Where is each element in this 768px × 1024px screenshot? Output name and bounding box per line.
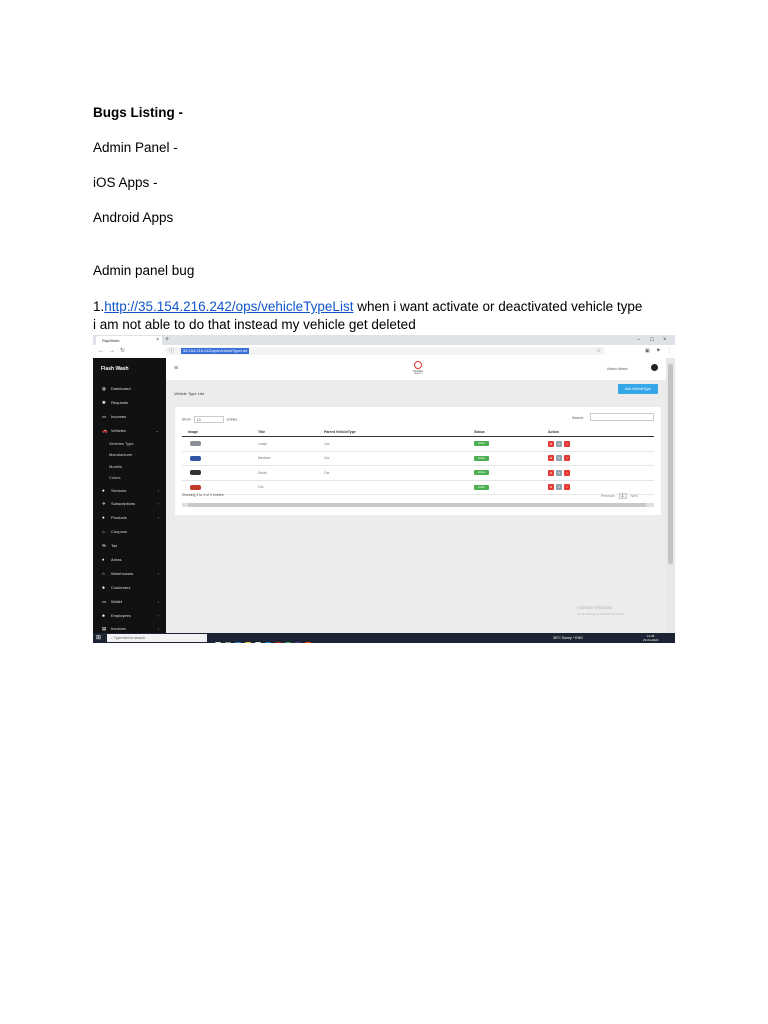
edit-icon[interactable]: ✎ xyxy=(557,456,561,461)
sidebar-item-label: Employees xyxy=(111,612,131,618)
pagination xyxy=(601,493,638,499)
chevron-icon: ⌄ xyxy=(155,427,159,433)
chevron-icon: › xyxy=(157,570,159,576)
sidebar-item-label: Products xyxy=(111,515,127,521)
title-cell: Car xyxy=(258,480,324,495)
sidebar-item-services[interactable] xyxy=(93,484,166,498)
taskbar-apps xyxy=(215,635,315,641)
sidebar-item-wallet[interactable] xyxy=(93,595,166,609)
entries-selector xyxy=(182,416,237,423)
maximize-icon[interactable]: □ xyxy=(650,337,654,343)
main-content xyxy=(166,358,666,633)
dashboard-icon: ◍ xyxy=(102,386,106,391)
url-text: 35.154.216.242/ops/vehicleTypeList xyxy=(183,348,247,353)
sidebar-item-label: Dashboard xyxy=(111,386,131,391)
search-input[interactable] xyxy=(590,413,654,421)
windows-start-icon[interactable]: ⊞ xyxy=(96,635,102,641)
invoice-icon: ▤ xyxy=(102,626,107,632)
sidebar-item-subscriptions[interactable] xyxy=(93,497,166,511)
mail-icon[interactable] xyxy=(265,642,271,643)
vehicle-image xyxy=(190,441,201,446)
coupon-icon: ⌂ xyxy=(102,529,105,535)
system-tray[interactable]: 36°C Sunny ^ ENG xyxy=(553,636,583,640)
image-cell xyxy=(182,437,258,452)
sidebar-item-label: Manufacturer xyxy=(109,452,133,458)
sidebar-item-label: Tax xyxy=(111,543,118,549)
bug-text-line2: i am not able to do that instead my vehicle get deleted xyxy=(93,317,416,332)
url-field[interactable] xyxy=(165,347,605,355)
title-cell: Medium xyxy=(258,451,324,466)
avatar[interactable] xyxy=(651,364,658,371)
table-horizontal-scrollbar[interactable] xyxy=(182,503,654,507)
sidebar-item-employees[interactable] xyxy=(93,609,166,623)
sidebar-item-vehicles[interactable] xyxy=(93,424,166,438)
task-view-icon[interactable] xyxy=(215,642,221,643)
taskbar-search-input[interactable] xyxy=(107,634,207,642)
sidebar-item-label: Colors xyxy=(109,475,121,481)
sidebar-item-manufacturer[interactable] xyxy=(93,449,166,461)
close-window-icon[interactable]: × xyxy=(663,337,667,343)
browser-tab[interactable] xyxy=(96,336,162,345)
sidebar-item-customers[interactable] xyxy=(93,581,166,595)
image-cell xyxy=(182,466,258,481)
browser-tab-bar xyxy=(93,335,675,345)
vertical-scroll-thumb[interactable] xyxy=(668,364,673,564)
table-info: Showing 1 to 4 of 4 entries xyxy=(182,493,224,497)
sidebar-item-models[interactable] xyxy=(93,461,166,473)
logo-subtext: W A S H xyxy=(414,373,422,375)
sidebar-item-label: Areas xyxy=(111,557,122,563)
status-cell xyxy=(474,451,548,466)
column-header-parent[interactable]: Parent VehicleType xyxy=(324,427,474,437)
delete-icon[interactable]: ⊘ xyxy=(549,485,553,490)
extensions-icon[interactable]: ▣ xyxy=(645,348,650,354)
watermark-line1: Activate Windows xyxy=(577,605,613,610)
bug-number: 1. xyxy=(93,299,105,314)
admin-sidebar xyxy=(93,358,166,633)
sidebar-item-vehicles-type[interactable] xyxy=(93,438,166,450)
table-row xyxy=(182,437,654,452)
widgets-icon[interactable] xyxy=(225,642,231,643)
column-header-title[interactable]: Title xyxy=(258,427,324,437)
vehicle-image xyxy=(190,470,201,475)
hamburger-menu-icon[interactable]: ≡ xyxy=(174,365,179,372)
bug-item-1 xyxy=(93,298,642,316)
minimize-icon[interactable]: − xyxy=(637,337,641,343)
column-header-image[interactable]: Image xyxy=(182,427,258,437)
parent-cell xyxy=(324,480,474,495)
sidebar-item-label: Invoices xyxy=(111,626,126,632)
windows-taskbar xyxy=(93,633,675,643)
chevron-icon: › xyxy=(157,626,159,632)
table-row xyxy=(182,451,654,466)
sidebar-item-label: Vehicles xyxy=(111,427,126,433)
logo-text: FLASH xyxy=(413,369,423,373)
status-badge[interactable]: Active xyxy=(474,441,489,446)
scrollbar-thumb[interactable] xyxy=(188,503,646,507)
sidebar-item-label: Customers xyxy=(111,584,131,590)
forward-icon[interactable]: → xyxy=(109,348,115,354)
watermark-line2: Go to Settings to activate Windows. xyxy=(577,612,625,616)
status-badge[interactable]: Active xyxy=(474,485,489,490)
file-explorer-icon[interactable] xyxy=(245,642,251,643)
activate-windows-watermark xyxy=(577,605,624,617)
bug-text-line1: when i want activate or deactivated vehicle type xyxy=(353,299,643,314)
clock-date: 23-04-2022 xyxy=(643,638,659,642)
bug-url-link[interactable]: http://35.154.216.242/ops/vehicleTypeList xyxy=(104,299,354,314)
page-1-button[interactable]: 1 xyxy=(619,493,627,499)
services-icon: ● xyxy=(102,487,105,493)
parent-cell: Car xyxy=(324,451,474,466)
chevron-icon: › xyxy=(157,487,159,493)
delete-icon[interactable]: ⊘ xyxy=(549,456,553,461)
sidebar-item-products[interactable] xyxy=(93,511,166,525)
users-icon: ♣ xyxy=(102,584,105,590)
sidebar-item-dashboard[interactable] xyxy=(93,382,166,396)
trash-icon[interactable]: ▪ xyxy=(564,470,570,476)
percent-icon: % xyxy=(102,543,107,549)
table-row xyxy=(182,480,654,495)
chevron-icon: › xyxy=(157,598,159,604)
column-header-status[interactable]: Status xyxy=(474,427,548,437)
taskbar-clock[interactable] xyxy=(643,634,658,642)
status-cell xyxy=(474,437,548,452)
gear-icon: ✱ xyxy=(102,399,106,405)
search-icon: ⌕ xyxy=(111,636,114,640)
vehicle-image xyxy=(190,456,201,461)
sidebar-item-label: Vehicles Type xyxy=(109,440,134,446)
sidebar-item-label: Requests xyxy=(111,399,128,405)
vehicle-type-card xyxy=(175,407,661,515)
embedded-screenshot xyxy=(93,335,675,643)
search-label: Search: xyxy=(572,416,585,420)
add-vehicle-type-button[interactable]: Add VehicleType xyxy=(618,384,658,394)
reload-icon[interactable]: ↻ xyxy=(120,348,126,354)
taskbar-search-placeholder: Type here to search xyxy=(113,636,145,640)
admin-name[interactable]: Admin Admin xyxy=(607,367,628,371)
sidebar-item-tax[interactable] xyxy=(93,539,166,553)
section-android-apps: Android Apps xyxy=(93,210,174,225)
office-icon[interactable] xyxy=(275,642,281,643)
profile-icon[interactable]: ⚑ xyxy=(656,348,661,354)
chevron-icon: › xyxy=(157,515,159,521)
status-badge[interactable]: Active xyxy=(474,470,489,475)
sidebar-item-label: Services xyxy=(111,487,127,493)
sidebar-brand: Flash Wash xyxy=(101,366,129,372)
title-cell: Small xyxy=(258,466,324,481)
subheading-admin-bug: Admin panel bug xyxy=(93,263,195,278)
page-length-select[interactable]: 10 xyxy=(194,416,224,423)
delete-icon[interactable]: ⊘ xyxy=(549,470,553,475)
trash-icon[interactable]: ▪ xyxy=(564,441,570,447)
sidebar-item-label: Models xyxy=(109,463,122,469)
show-label: Show xyxy=(182,417,191,422)
teams-icon[interactable] xyxy=(295,642,301,643)
info-icon: ⓘ xyxy=(169,348,175,354)
vehicle-image xyxy=(190,485,201,490)
section-ios-apps: iOS Apps - xyxy=(93,175,158,190)
close-tab-icon[interactable]: × xyxy=(156,337,159,343)
status-cell xyxy=(474,466,548,481)
parent-cell: Car xyxy=(324,466,474,481)
entries-label: entries xyxy=(226,417,238,422)
sidebar-menu xyxy=(93,382,166,636)
sidebar-item-requests[interactable] xyxy=(93,396,166,410)
warehouse-icon: ⌂ xyxy=(102,570,105,576)
logo-mark-icon xyxy=(414,361,422,369)
status-cell xyxy=(474,480,548,495)
table-row xyxy=(182,466,654,481)
car-icon: 🚗 xyxy=(102,427,108,433)
sidebar-item-label: Incomes xyxy=(111,413,127,419)
edit-icon[interactable]: ✎ xyxy=(557,441,561,446)
section-admin-panel: Admin Panel - xyxy=(93,140,178,155)
chrome-icon[interactable] xyxy=(285,642,291,643)
flash-wash-logo xyxy=(410,361,426,378)
edit-icon[interactable]: ✎ xyxy=(557,470,561,475)
tab-title: RapWash xyxy=(102,338,120,343)
clock-time: 11:28 xyxy=(647,634,655,638)
money-icon: ▭ xyxy=(102,413,107,419)
sidebar-item-warehouses[interactable] xyxy=(93,567,166,581)
page-vertical-scrollbar[interactable] xyxy=(666,358,675,633)
edit-icon[interactable]: ✎ xyxy=(557,485,561,490)
products-icon: ● xyxy=(102,515,105,521)
trash-icon[interactable]: ▪ xyxy=(564,484,570,490)
sidebar-item-label: Wallet xyxy=(111,598,122,604)
action-cell xyxy=(548,437,654,452)
employees-icon: ♣ xyxy=(102,612,105,618)
store-icon[interactable] xyxy=(255,642,261,643)
status-badge[interactable]: Active xyxy=(474,456,489,461)
chevron-icon: › xyxy=(157,612,159,618)
chevron-icon: › xyxy=(157,501,159,507)
vehicle-type-table xyxy=(182,427,654,495)
map-pin-icon: ♦ xyxy=(102,557,105,563)
title-cell: Large xyxy=(258,437,324,452)
page-title: Vehicle Type List xyxy=(174,391,204,396)
app-icon[interactable] xyxy=(305,642,311,643)
sidebar-item-label: Coupons xyxy=(111,529,128,535)
new-tab-icon[interactable]: + xyxy=(165,336,170,343)
parent-cell: Car xyxy=(324,437,474,452)
sidebar-item-colors[interactable] xyxy=(93,472,166,484)
action-cell xyxy=(548,466,654,481)
action-cell xyxy=(548,451,654,466)
sidebar-item-areas[interactable] xyxy=(93,553,166,567)
sidebar-item-incomes[interactable] xyxy=(93,410,166,424)
top-bar xyxy=(166,358,666,380)
bookmark-star-icon[interactable]: ☆ xyxy=(596,348,601,354)
delete-icon[interactable]: ⊘ xyxy=(549,441,553,446)
previous-page-link[interactable]: Previous xyxy=(601,494,615,498)
edge-icon[interactable] xyxy=(235,642,241,643)
browser-menu-icon[interactable]: ⋮ xyxy=(667,348,672,354)
subscriptions-icon: ✈ xyxy=(102,501,106,507)
sidebar-item-coupons[interactable] xyxy=(93,525,166,539)
image-cell xyxy=(182,451,258,466)
wallet-icon: ▭ xyxy=(102,598,107,604)
sidebar-item-label: Warehouses xyxy=(111,570,134,576)
sidebar-item-label: Subscriptions xyxy=(111,501,136,507)
back-icon[interactable]: ← xyxy=(98,348,104,354)
next-page-link[interactable]: Next xyxy=(630,494,638,498)
trash-icon[interactable]: ▪ xyxy=(564,455,570,461)
document-heading: Bugs Listing - xyxy=(93,105,183,120)
column-header-action[interactable]: Action xyxy=(548,427,654,437)
address-bar xyxy=(93,345,675,359)
